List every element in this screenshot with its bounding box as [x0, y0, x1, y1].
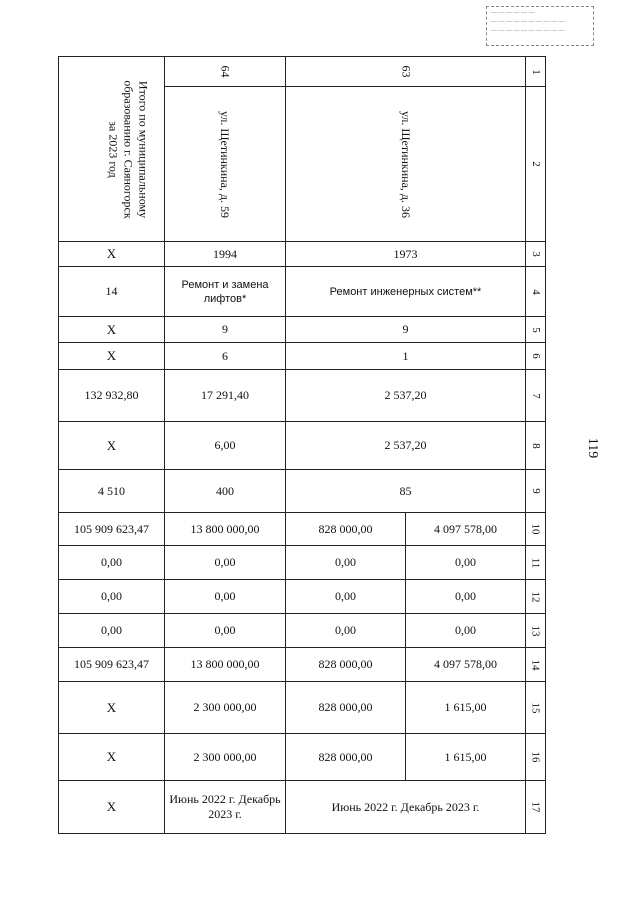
- item-number-label: 64: [218, 65, 233, 78]
- row-number: 16: [529, 751, 542, 763]
- house-64-cell: 400: [165, 470, 286, 513]
- row-number: 2: [529, 161, 542, 167]
- row-number: 15: [529, 702, 542, 713]
- row-number-cell: [526, 682, 546, 734]
- row-number: 12: [529, 591, 542, 602]
- house-63-cell: 2 537,20: [286, 370, 526, 422]
- house-63-cell-a: 0,00: [286, 546, 406, 580]
- table-row: [59, 546, 546, 580]
- program-table: [58, 56, 546, 834]
- house-63-cell-a: 828 000,00: [286, 682, 406, 734]
- stamp-line: — — — — — —: [491, 10, 535, 16]
- table-row: [59, 422, 546, 470]
- registration-stamp: [486, 6, 594, 46]
- table-row: [59, 470, 546, 513]
- house-64-cell: 17 291,40: [165, 370, 286, 422]
- row-number-cell: [526, 87, 546, 242]
- table-row: [59, 343, 546, 370]
- house-64-cell: 1994: [165, 242, 286, 267]
- header-row-numbers: [59, 57, 546, 87]
- row-number: 9: [529, 488, 542, 494]
- item-number-63: [286, 57, 526, 87]
- item-number-label: 63: [399, 65, 413, 78]
- page-number: 119: [585, 437, 601, 459]
- house-63-cell-b: 4 097 578,00: [406, 648, 526, 682]
- total-header-cell: [59, 57, 165, 242]
- house-64-cell: 13 800 000,00: [165, 513, 286, 546]
- row-number: 7: [529, 392, 542, 399]
- table-row: [59, 242, 546, 267]
- house-63-cell-a: 828 000,00: [286, 648, 406, 682]
- row-number-cell: [526, 648, 546, 682]
- row-number: 11: [529, 557, 542, 568]
- total-cell: X: [59, 317, 165, 343]
- house-63-cell: Ремонт инженерных систем**: [286, 267, 526, 317]
- house-63-cell-b: 0,00: [406, 580, 526, 614]
- total-header-label: [106, 80, 151, 218]
- house-64-cell: 6,00: [165, 422, 286, 470]
- total-label-line: Итого по муниципальному: [136, 80, 151, 218]
- row-number-cell: [526, 317, 546, 343]
- house-63-cell-a: 828 000,00: [286, 734, 406, 781]
- house-64-cell: 0,00: [165, 614, 286, 648]
- table-row: [59, 267, 546, 317]
- row-number-cell: [526, 267, 546, 317]
- total-cell: X: [59, 682, 165, 734]
- row-number-cell: [526, 546, 546, 580]
- row-number-cell: [526, 57, 546, 87]
- table-row: [59, 580, 546, 614]
- house-63-cell-b: 1 615,00: [406, 734, 526, 781]
- row-number: 4: [529, 288, 542, 295]
- total-cell: 0,00: [59, 546, 165, 580]
- row-number: 14: [529, 659, 542, 670]
- total-cell: 105 909 623,47: [59, 648, 165, 682]
- house-63-cell: 1: [286, 343, 526, 370]
- house-64-cell: Июнь 2022 г. Декабрь 2023 г.: [165, 781, 286, 834]
- house-64-cell: 6: [165, 343, 286, 370]
- table-row: [59, 734, 546, 781]
- address-label: ул. Щетинкина, д. 59: [218, 110, 233, 218]
- total-label-line: образованию г. Саяногорск: [121, 79, 136, 219]
- row-number-cell: [526, 781, 546, 834]
- table-row: [59, 682, 546, 734]
- row-number: 17: [529, 801, 542, 813]
- address-label: ул. Щетинкина, д. 36: [399, 110, 413, 218]
- item-number-64: [165, 57, 286, 87]
- house-63-cell: 9: [286, 317, 526, 343]
- total-cell: 4 510: [59, 470, 165, 513]
- house-63-cell-a: 0,00: [286, 580, 406, 614]
- house-64-cell: 0,00: [165, 580, 286, 614]
- total-cell: 14: [59, 267, 165, 317]
- table-row: [59, 614, 546, 648]
- house-63-cell: 85: [286, 470, 526, 513]
- house-63-cell-b: 0,00: [406, 614, 526, 648]
- table-row: [59, 513, 546, 546]
- total-cell: 132 932,80: [59, 370, 165, 422]
- house-64-cell: 9: [165, 317, 286, 343]
- house-64-cell: 13 800 000,00: [165, 648, 286, 682]
- row-number-cell: [526, 422, 546, 470]
- house-63-cell: 1973: [286, 242, 526, 267]
- house-64-cell: 0,00: [165, 546, 286, 580]
- row-number: 1: [529, 68, 542, 75]
- table-row: [59, 781, 546, 834]
- row-number: 6: [529, 353, 542, 359]
- total-cell: 0,00: [59, 614, 165, 648]
- house-64-cell: 2 300 000,00: [165, 734, 286, 781]
- row-number-cell: [526, 242, 546, 267]
- total-cell: X: [59, 422, 165, 470]
- stamp-line: — — — — — — — — — —: [491, 19, 565, 25]
- row-number: 8: [529, 442, 542, 449]
- row-number-cell: [526, 580, 546, 614]
- house-64-cell: 2 300 000,00: [165, 682, 286, 734]
- house-63-cell-b: 0,00: [406, 546, 526, 580]
- house-63-cell-a: 828 000,00: [286, 513, 406, 546]
- total-cell: 0,00: [59, 580, 165, 614]
- house-63-cell: 2 537,20: [286, 422, 526, 470]
- table-row: [59, 648, 546, 682]
- house-63-cell-a: 0,00: [286, 614, 406, 648]
- total-cell: 105 909 623,47: [59, 513, 165, 546]
- table-row: [59, 370, 546, 422]
- row-number-cell: [526, 513, 546, 546]
- address-cell-63: [286, 87, 526, 242]
- row-number-cell: [526, 470, 546, 513]
- row-number-cell: [526, 370, 546, 422]
- total-cell: X: [59, 242, 165, 267]
- house-64-cell: Ремонт и замена лифтов*: [165, 267, 286, 317]
- address-cell-64: [165, 87, 286, 242]
- total-label-line: за 2023 год: [106, 120, 121, 178]
- row-number-cell: [526, 343, 546, 370]
- table-row: [59, 317, 546, 343]
- row-number: 5: [529, 326, 542, 333]
- total-cell: X: [59, 734, 165, 781]
- house-63-cell-b: 1 615,00: [406, 682, 526, 734]
- house-63-cell: Июнь 2022 г. Декабрь 2023 г.: [286, 781, 526, 834]
- row-number: 3: [529, 251, 542, 257]
- total-cell: X: [59, 781, 165, 834]
- row-number-cell: [526, 614, 546, 648]
- stamp-line: — — — — — — — — — —: [491, 28, 565, 34]
- total-cell: X: [59, 343, 165, 370]
- row-number: 13: [529, 625, 542, 636]
- row-number: 10: [529, 523, 542, 535]
- row-number-cell: [526, 734, 546, 781]
- house-63-cell-b: 4 097 578,00: [406, 513, 526, 546]
